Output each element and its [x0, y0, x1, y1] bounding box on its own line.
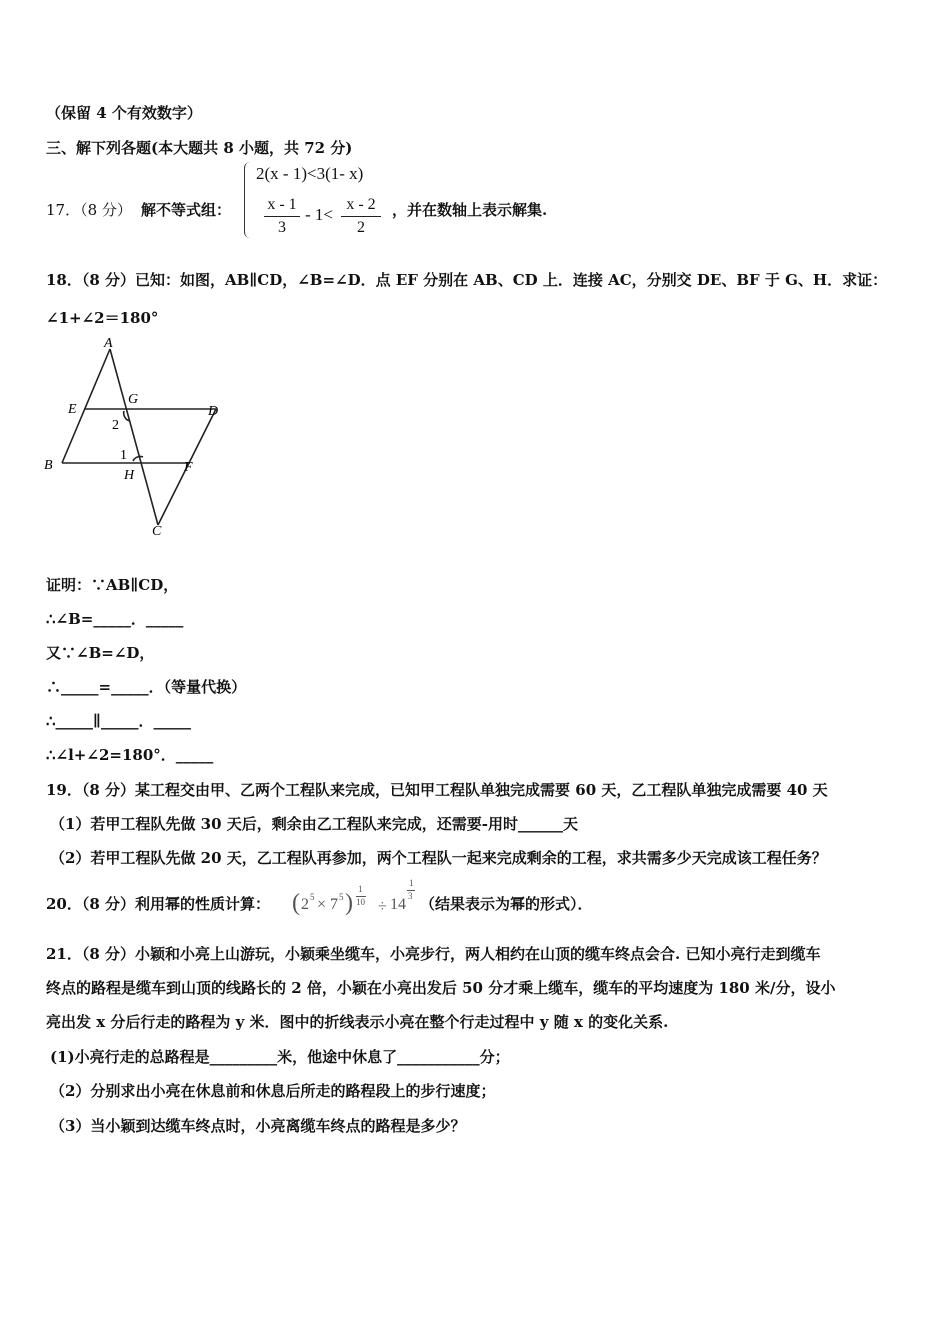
proof-line-3: 又∵∠B=∠D， — [46, 644, 155, 662]
q17-fraction-1 — [264, 196, 300, 237]
proof-line-4: ∴_____=_____．（等量代换） — [46, 678, 247, 696]
q20-exp-2: 5 — [339, 892, 344, 902]
angle-1-arc — [133, 456, 143, 461]
q21-stem-line-2: 终点的路程是缆车到山顶的线路长的 2 倍，小颖在小亮出发后 50 分才乘上缆车，缆车的平均速度为 180 米/分，设小 — [46, 979, 836, 997]
q17-frac2-numerator: x - 2 — [346, 196, 376, 213]
label-d: D — [208, 404, 219, 419]
label-angle-1: 1 — [120, 448, 127, 463]
q17-inequality-1: 2(x - 1)<3(1- x) — [256, 164, 364, 183]
q20-outer-exp-den: 10 — [356, 897, 365, 907]
q20-divide: ÷ — [378, 898, 387, 915]
label-e: E — [68, 402, 77, 417]
q17-middle: - 1< — [305, 205, 333, 224]
q17-prefix: 解不等式组： — [141, 201, 232, 219]
q21-part-3: （3）当小颖到达缆车终点时，小亮离缆车终点的路程是多少？ — [50, 1117, 466, 1135]
proof-line-1: 证明：∵AB∥CD， — [46, 576, 179, 594]
q18-stem-line-1: 18．（8 分）已知：如图，AB∥CD，∠B=∠D．点 EF 分别在 AB、CD 上．连接 AC，分别交 DE、BF 于 G、H．求证： — [46, 271, 888, 289]
q19-stem: 19．（8 分）某工程交由甲、乙两个工程队来完成，已知甲工程队单独完成需要 60 天，乙工程队单独完成需要 40 天 — [46, 781, 828, 799]
q17-fraction-2 — [341, 196, 381, 237]
q21-stem-line-3: 亮出发 x 分后行走的路程为 y 米．图中的折线表示小亮在整个行走过程中 y 随 x 的变化关系. — [46, 1013, 669, 1031]
proof-line-2: ∴∠B=_____．_____ — [46, 610, 184, 628]
q17-suffix: ，并在数轴上表示解集. — [392, 201, 548, 219]
q17-number: 17．（8 分） — [46, 201, 132, 219]
section-3-heading: 三、解下列各题(本大题共 8 小题，共 72 分) — [46, 139, 353, 157]
q18-geometry-figure — [40, 335, 240, 545]
proof-line-5: ∴_____∥_____．_____ — [46, 712, 191, 730]
q20-stem: 20．（8 分）利用幂的性质计算： — [46, 895, 271, 913]
label-c: C — [152, 524, 162, 539]
q21-stem-line-1: 21．（8 分）小颖和小亮上山游玩，小颖乘坐缆车，小亮步行，两人相约在山顶的缆车终点会合. 已知小亮行走到缆车 — [46, 945, 821, 963]
q20-outer-exp-num: 1 — [358, 884, 363, 894]
label-h: H — [124, 468, 135, 483]
q20-base-3: 14 — [390, 896, 406, 913]
q19-part-1: （1）若甲工程队先做 30 天后，剩余由乙工程队来完成，还需要-用时______天 — [50, 815, 578, 833]
q20-suffix: （结果表示为幂的形式）． — [420, 895, 593, 913]
retain-note: （保留 4 个有效数字） — [46, 104, 202, 122]
label-g: G — [128, 392, 139, 407]
q20-base-2: 7 — [330, 896, 338, 913]
proof-line-6: ∴∠l+∠2=180°．_____ — [46, 746, 214, 764]
q17-brace — [244, 162, 253, 238]
q20-exp-3-den: 3 — [408, 891, 413, 901]
line-ac — [110, 349, 158, 525]
q20-exp-1: 5 — [310, 892, 315, 902]
label-b: B — [44, 458, 53, 473]
q17-frac1-denominator: 3 — [278, 219, 286, 236]
q17-frac2-denominator: 2 — [357, 219, 365, 236]
q20-base-1: 2 — [301, 896, 309, 913]
q20-exp-3-num: 1 — [409, 878, 414, 888]
q17-frac1-numerator: x - 1 — [267, 196, 297, 213]
q18-stem-line-2: ∠1+∠2＝180° — [46, 309, 159, 327]
label-a: A — [104, 336, 113, 351]
label-f: F — [184, 460, 193, 475]
q20-times: × — [317, 896, 327, 913]
q21-part-2: （2）分别求出小亮在休息前和休息后所走的路程段上的步行速度； — [50, 1082, 496, 1100]
q19-part-2: （2）若甲工程队先做 20 天，乙工程队再参加，两个工程队一起来完成剩余的工程，求共需多少天完成该工程任务？ — [50, 849, 827, 867]
q21-part-1: (1)小亮行走的总路程是_________米，他途中休息了___________分； — [50, 1048, 510, 1066]
label-angle-2: 2 — [112, 418, 119, 433]
